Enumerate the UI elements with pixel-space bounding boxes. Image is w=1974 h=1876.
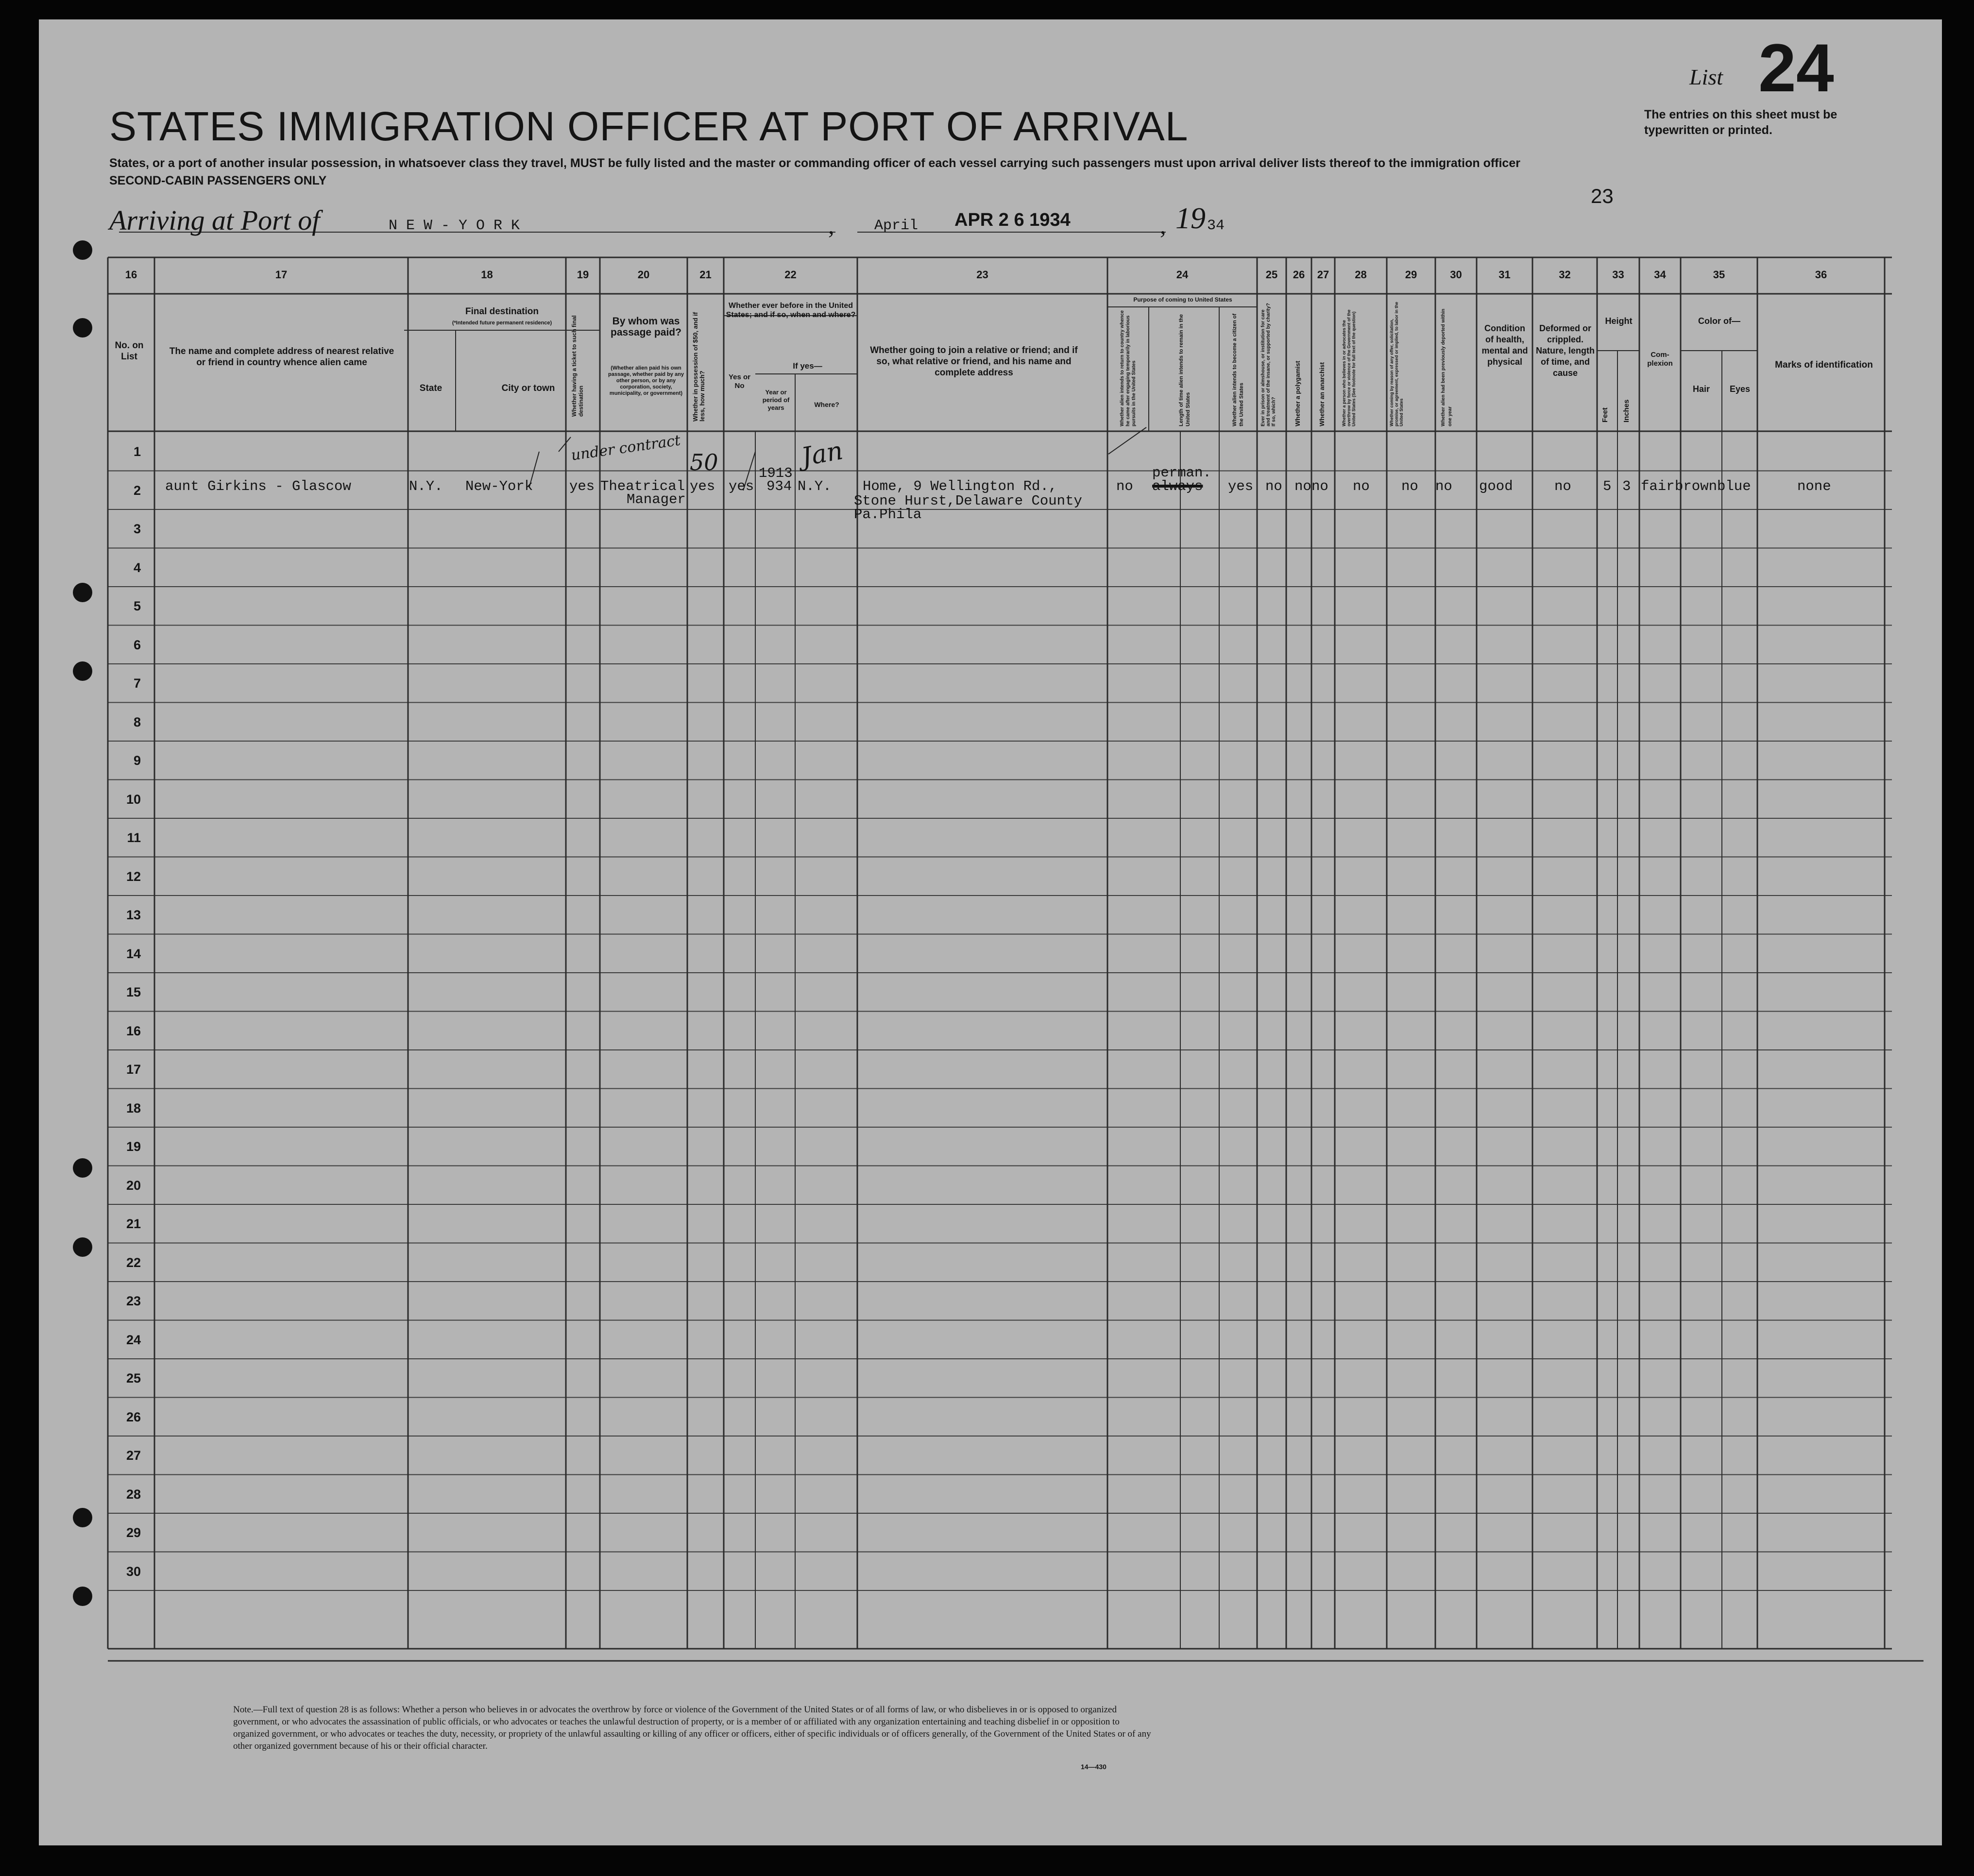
header-final-destination: Final destination xyxy=(465,306,539,317)
column-number: 18 xyxy=(481,269,493,281)
entry-paid-by-handwritten: under contract xyxy=(570,432,682,464)
row-number: 18 xyxy=(126,1100,141,1115)
column-number: 28 xyxy=(1355,269,1367,281)
entry-complexion: fair xyxy=(1641,478,1675,494)
arriving-label: Arriving at Port of xyxy=(109,204,320,236)
header-color-of: Color of— xyxy=(1698,316,1740,326)
entry-deformed: no xyxy=(1554,478,1571,494)
header-if-yes: If yes— xyxy=(793,361,822,371)
column-number: 21 xyxy=(699,269,712,281)
header-prison: Ever in prison or almshouse, or institution for care and treatment of the insane, or supported by charity? If so, which? xyxy=(1260,303,1276,426)
row-number: 27 xyxy=(126,1448,141,1463)
footnote: Note.—Full text of question 28 is as follows: Whether a person who believes in or advocates the overthrow by force or violence of the Government of the United States or of all forms of law, or who disbelieves in or is opposed to organized government, or who advocates the assassination of public officials, or who advocates or teaches the unlawful destruction of property, or is a member of or affiliated with any organization entertaining and teaching disbelief in or opposition to organized government, or who advocates or teaches the duty, necessity, or propriety of the unlawful assaulting or killing of any officer or officers, either of specific individuals or of officers generally, of the Government of the United States or of any other organized government because of his or their official character. xyxy=(233,1705,1151,1751)
header-anarchist: Whether an anarchist xyxy=(1318,362,1326,426)
column-number: 24 xyxy=(1176,269,1189,281)
row-number: 8 xyxy=(133,714,141,729)
page-number: 23 xyxy=(1591,185,1614,207)
header-final-destination-note: (*Intended future permanent residence) xyxy=(452,320,552,326)
header-height: Height xyxy=(1605,316,1633,326)
column-number: 27 xyxy=(1317,269,1329,281)
entry-citizen: yes xyxy=(1228,478,1254,494)
column-number: 29 xyxy=(1405,269,1417,281)
header-health: Condition of health, mental and physical xyxy=(1481,323,1528,367)
header-polygamist: Whether a polygamist xyxy=(1294,360,1301,426)
row-number: 12 xyxy=(126,869,141,884)
column-number: 19 xyxy=(577,269,589,281)
row-number: 21 xyxy=(126,1217,141,1231)
column-number: 16 xyxy=(125,269,137,281)
row-number: 1 xyxy=(133,444,141,459)
row-number: 17 xyxy=(126,1062,141,1077)
arrival-port: N E W - Y O R K xyxy=(389,218,520,234)
entry-joining-3: Pa.Phila xyxy=(854,507,922,523)
row-number: 28 xyxy=(126,1487,141,1502)
header-return: Whether alien intends to return to country whence he came after engaging temporarily in laborious pursuits in the United States xyxy=(1120,310,1137,426)
column-number: 20 xyxy=(637,269,650,281)
entry-before: yes xyxy=(729,478,754,494)
header-nearest-relative: The name and complete address of nearest relative or friend in country whence alien came xyxy=(169,346,394,368)
row-number: 15 xyxy=(126,985,141,999)
header-where: Where? xyxy=(814,401,839,408)
entry-length-struck: always xyxy=(1152,478,1203,494)
entry-ticket: yes xyxy=(569,478,595,494)
row-number: 2 xyxy=(133,483,141,498)
column-number: 30 xyxy=(1450,269,1462,281)
entry-marks: none xyxy=(1797,478,1831,494)
column-number: 35 xyxy=(1713,269,1725,281)
header-deformed: Deformed or crippled. Nature, length of time, and cause xyxy=(1535,323,1595,378)
header-q28: Whether a person who believes in or advocates the overthrow by force or violence of the Government of the United States (See footnote for full text of the question) xyxy=(1342,309,1356,426)
header-passage-note: (Whether alien paid his own passage, whether paid by any other person, or by any corporation, society, municipality, or government) xyxy=(608,365,684,396)
header-no-on-list: No. on List xyxy=(115,340,144,362)
entry-year-2: 934 xyxy=(766,478,792,494)
header-feet: Feet xyxy=(1601,407,1609,423)
column-number: 25 xyxy=(1265,269,1278,281)
list-label: List xyxy=(1689,65,1723,89)
comma: , xyxy=(828,212,834,239)
entry-hair: brown xyxy=(1675,478,1718,494)
year-prefix: 19 xyxy=(1175,202,1206,235)
entry-where-handwritten: Jan xyxy=(799,436,845,472)
entry-inches: 3 xyxy=(1622,478,1631,494)
comma: , xyxy=(1160,212,1166,239)
header-hair: Hair xyxy=(1692,384,1710,394)
row-number: 9 xyxy=(133,753,141,768)
form-title: STATES IMMIGRATION OFFICER AT PORT OF ARRIVAL xyxy=(109,103,1189,149)
entry-paid-by-2: Manager xyxy=(627,491,686,507)
entry-joining: Home, 9 Wellington Rd., xyxy=(863,478,1057,494)
date-stamp: APR 2 6 1934 xyxy=(954,210,1071,230)
row-number: 29 xyxy=(126,1525,141,1540)
header-ticket: Whether having a ticket to such final destination xyxy=(571,315,584,417)
entry-money-handwritten: 50 xyxy=(690,449,718,475)
header-state: State xyxy=(419,383,442,393)
row-number: 23 xyxy=(126,1294,141,1308)
list-number: 24 xyxy=(1758,30,1834,106)
entry-joining-2: Stone Hurst,Delaware County xyxy=(854,493,1082,509)
entry-q30: no xyxy=(1435,478,1452,494)
column-number: 22 xyxy=(784,269,797,281)
entry-money: yes xyxy=(690,478,715,494)
entry-relative: aunt Girkins - Glascow xyxy=(165,478,351,494)
header-joining: Whether going to join a relative or friend; and if so, what relative or friend, and his name and complete address xyxy=(870,345,1078,378)
header-complexion: Com-plexion xyxy=(1647,351,1673,368)
row-number: 6 xyxy=(133,637,141,652)
header-length-of-stay: Length of time alien intends to remain in the United States xyxy=(1178,314,1191,426)
entry-prison: no xyxy=(1265,478,1282,494)
header-eyes: Eyes xyxy=(1729,384,1751,394)
year-suffix: 34 xyxy=(1207,218,1225,234)
row-number: 16 xyxy=(126,1023,141,1038)
column-number: 34 xyxy=(1654,269,1666,281)
entry-year: 1913 xyxy=(759,465,793,481)
form-number: 14—430 xyxy=(1081,1763,1106,1771)
row-number: 3 xyxy=(133,522,141,536)
row-number: 5 xyxy=(133,599,141,613)
header-city: City or town xyxy=(501,383,555,393)
entry-where: N.Y. xyxy=(798,478,832,494)
header-marks: Marks of identification xyxy=(1775,360,1873,370)
header-yes-no: Yes or No xyxy=(728,373,751,390)
row-number: 24 xyxy=(126,1332,141,1347)
row-number: 14 xyxy=(126,946,141,961)
passenger-class: SECOND-CABIN PASSENGERS ONLY xyxy=(109,174,327,187)
header-q29: Whether coming by reason of any offer, solicitation, promise, or agreement, expressed or implied, to labor in the United States xyxy=(1389,302,1404,426)
row-number: 19 xyxy=(126,1139,141,1154)
column-number: 23 xyxy=(976,269,988,281)
entry-q29: no xyxy=(1401,478,1418,494)
header-inches: Inches xyxy=(1622,399,1631,423)
entry-return: no xyxy=(1116,478,1133,494)
header-before-us: Whether ever before in the United States; and if so, when and where? xyxy=(726,302,856,319)
column-number: 17 xyxy=(275,269,288,281)
column-number: 31 xyxy=(1498,269,1511,281)
entry-polygamist: no xyxy=(1294,478,1311,494)
entry-length: perman. xyxy=(1152,465,1211,481)
header-year-period: Year or period of years xyxy=(762,389,790,411)
entries-note: The entries on this sheet must be typewritten or printed. xyxy=(1644,108,1838,137)
entry-q28: no xyxy=(1353,478,1370,494)
row-number: 25 xyxy=(126,1371,141,1386)
row-number: 30 xyxy=(126,1564,141,1579)
header-passage-paid: By whom was passage paid? xyxy=(611,316,681,338)
column-number: 36 xyxy=(1815,269,1827,281)
entry-eyes: blue xyxy=(1717,478,1751,494)
header-purpose: Purpose of coming to United States xyxy=(1133,296,1232,303)
row-number: 10 xyxy=(126,792,141,807)
row-number: 13 xyxy=(126,908,141,922)
header-q30: Whether alien had been previously deported within one year xyxy=(1441,308,1453,426)
column-number: 32 xyxy=(1559,269,1571,281)
column-number: 26 xyxy=(1293,269,1305,281)
entry-paid-by: Theatrical xyxy=(600,478,685,494)
row-number: 7 xyxy=(133,676,141,691)
header-money: Whether in possession of $50, and if less, how much? xyxy=(692,312,706,422)
header-citizen: Whether alien intends to become a citizen of the United States xyxy=(1232,313,1244,426)
arrival-month: April xyxy=(874,218,919,234)
entry-city: New-York xyxy=(465,478,533,494)
row-number: 26 xyxy=(126,1409,141,1424)
entry-health: good xyxy=(1479,478,1513,494)
column-number: 33 xyxy=(1612,269,1624,281)
row-number: 4 xyxy=(133,560,141,575)
entry-state: N.Y. xyxy=(409,478,443,494)
entry-feet: 5 xyxy=(1603,478,1612,494)
entry-anarchist: no xyxy=(1311,478,1328,494)
row-number: 20 xyxy=(126,1178,141,1193)
row-number: 11 xyxy=(127,830,141,845)
form-subtitle: States, or a port of another insular possession, in whatsoever class they travel, MUST be fully listed and the master or commanding officer of each vessel carrying such passengers must upon arrival deliver lists thereof to the immigration officer xyxy=(109,156,1520,170)
row-number: 22 xyxy=(126,1255,141,1270)
